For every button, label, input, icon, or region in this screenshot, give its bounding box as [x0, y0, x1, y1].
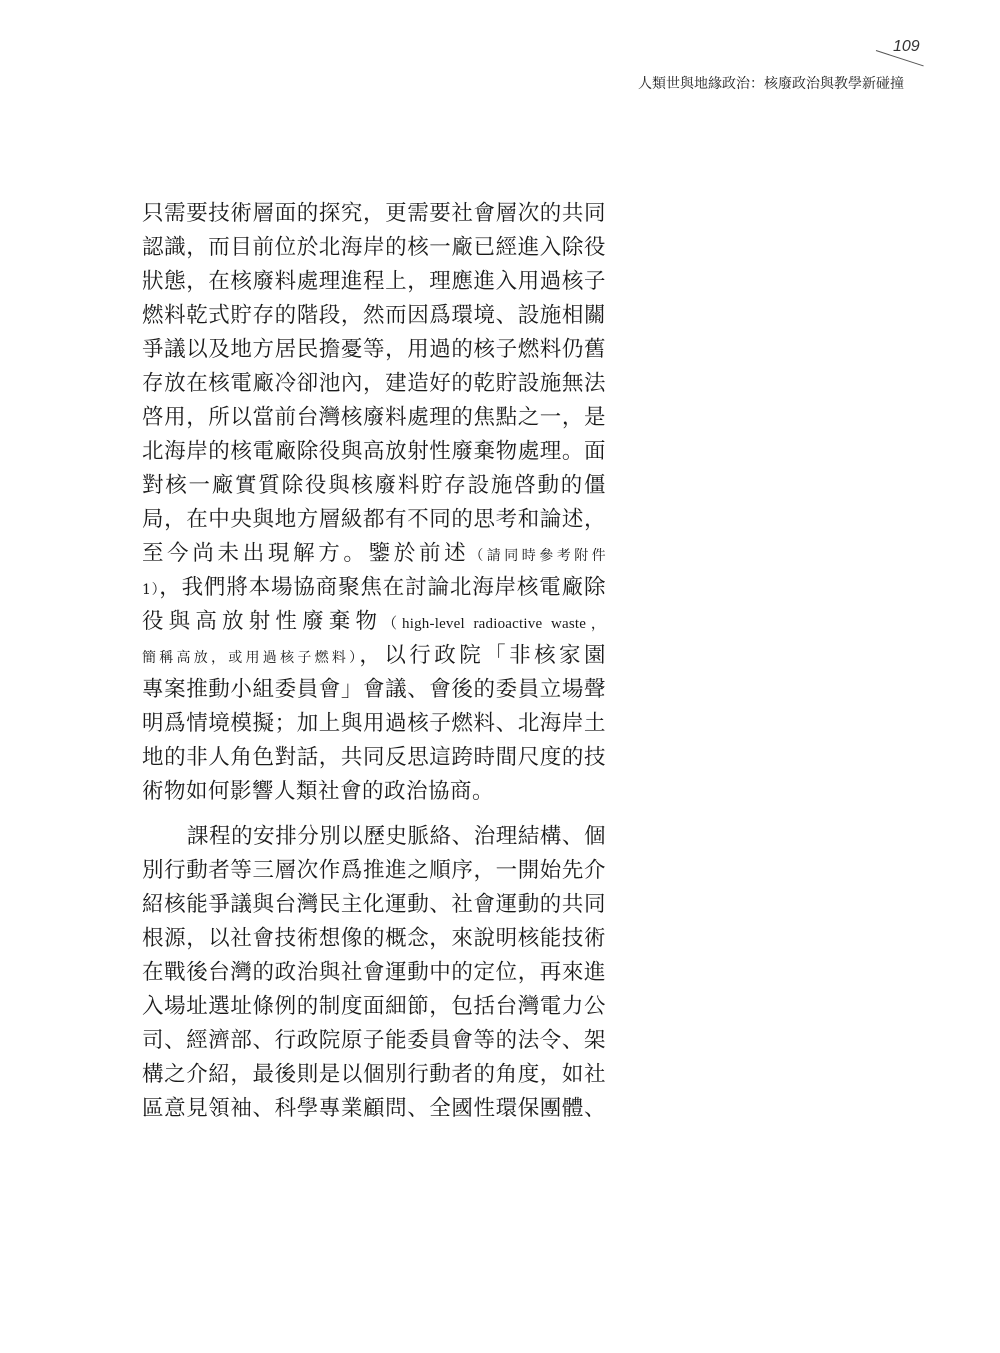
text-line: [142, 367, 606, 401]
text-run: 明爲情境模擬；加上與用過核子燃料、北海岸土: [142, 711, 606, 736]
text-line: [142, 820, 606, 854]
text-run: 局，在中央與地方層級都有不同的思考和論述，: [142, 507, 606, 532]
text-line: [142, 469, 606, 503]
text-line: [142, 888, 606, 922]
text-line: [142, 673, 606, 707]
text-run: ，以行政院「非核家園: [359, 643, 606, 668]
text-run: ，我們將本場協商聚焦在討論北海岸核電廠除: [159, 575, 606, 600]
text-run: 對核一廠實質除役與核廢料貯存設施啓動的僵: [142, 473, 606, 498]
text-run: 別行動者等三層次作爲推進之順序，一開始先介: [142, 858, 606, 883]
text-run: 役與高放射性廢棄物: [142, 609, 383, 634]
text-line: [142, 775, 606, 809]
body-text: [142, 197, 606, 1126]
text-run: 課程的安排分別以歷史脈絡、治理結構、個: [187, 824, 606, 849]
paragraph: [142, 197, 606, 809]
text-run: 區意見領袖、科學專業顧問、全國性環保團體、: [142, 1096, 606, 1121]
text-run: 燃料乾式貯存的階段，然而因爲環境、設施相關: [142, 303, 606, 328]
text-run: 根源，以社會技術想像的概念，來說明核能技術: [142, 926, 606, 951]
text-run: 啓用，所以當前台灣核廢料處理的焦點之一，是: [142, 405, 606, 430]
text-line: [142, 197, 606, 231]
text-line: [142, 639, 606, 673]
text-line: [142, 854, 606, 888]
text-run: 狀態，在核廢料處理進程上，理應進入用過核子: [142, 269, 606, 294]
text-run: 爭議以及地方居民擔憂等，用過的核子燃料仍舊: [142, 337, 606, 362]
text-run: 紹核能爭議與台灣民主化運動、社會運動的共同: [142, 892, 606, 917]
text-run: 專案推動小組委員會」會議、會後的委員立場聲: [142, 677, 606, 702]
page-number: 109: [893, 38, 920, 55]
text-run: 簡稱高放，或用過核子燃料）: [142, 650, 360, 666]
text-line: [142, 1058, 606, 1092]
text-line: [142, 1024, 606, 1058]
text-run: 入場址選址條例的制度面細節，包括台灣電力公: [142, 994, 606, 1019]
text-run: 存放在核電廠冷卻池內，建造好的乾貯設施無法: [142, 371, 606, 396]
text-run: 只需要技術層面的探究，更需要社會層次的共同: [142, 201, 606, 226]
text-run: 北海岸的核電廠除役與高放射性廢棄物處理。面: [142, 439, 606, 464]
text-line: [142, 503, 606, 537]
text-run: （請同時參考附件: [469, 548, 606, 564]
paragraph: [142, 820, 606, 1126]
text-line: [142, 605, 606, 639]
text-line: [142, 741, 606, 775]
text-line: [142, 401, 606, 435]
text-run: 術物如何影響人類社會的政治協商。: [142, 779, 495, 804]
text-run: 認識，而目前位於北海岸的核一廠已經進入除役: [142, 235, 606, 260]
text-line: [142, 707, 606, 741]
text-line: [142, 1092, 606, 1126]
text-line: [142, 333, 606, 367]
text-run: 構之介紹，最後則是以個別行動者的角度，如社: [142, 1062, 606, 1087]
text-line: [142, 922, 606, 956]
text-run: 在戰後台灣的政治與社會運動中的定位，再來進: [142, 960, 606, 985]
text-line: [142, 435, 606, 469]
running-header: 人類世與地緣政治：核廢政治與教學新碰撞: [638, 76, 904, 92]
text-line: [142, 571, 606, 605]
text-line: [142, 231, 606, 265]
paragraph-gap: [142, 809, 606, 820]
text-line: [142, 265, 606, 299]
text-run: 司、經濟部、行政院原子能委員會等的法令、架: [142, 1028, 606, 1053]
text-line: [142, 956, 606, 990]
text-run: 至今尚未出現解方。鑒於前述: [142, 541, 470, 566]
text-run: 1）: [142, 582, 160, 598]
text-run: 地的非人角色對話，共同反思這跨時間尺度的技: [142, 745, 606, 770]
text-line: [142, 537, 606, 571]
text-run: （high-level radioactive waste，: [382, 616, 606, 632]
text-line: [142, 299, 606, 333]
text-line: [142, 990, 606, 1024]
